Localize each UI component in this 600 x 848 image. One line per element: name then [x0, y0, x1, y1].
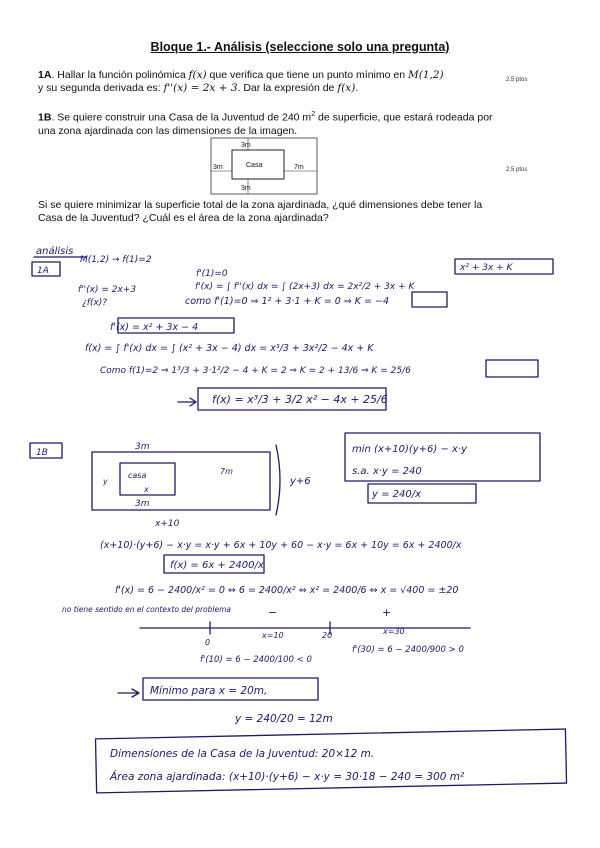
question-1b-text2: de superficie, que estará rodeada por una zona ajardinada con las dimensiones de la imagen.: [38, 111, 493, 137]
figure-bottom-label: 3m: [241, 185, 251, 192]
hw-a-line2c: x² + 3x + K: [460, 263, 513, 273]
hw-b-answer-box: [96, 729, 567, 793]
question-1b-text1: . Se quiere construir una Casa de la Juventud de 240 m: [51, 111, 312, 124]
question-1a-f: f(x): [188, 69, 207, 81]
hw-b-sa: s.a. x·y = 240: [352, 466, 422, 477]
hw-b-sign-neg: −: [268, 606, 278, 619]
hw-a-line2: f''(x) = 2x+3: [78, 285, 137, 295]
hw-b-n20: 20: [322, 631, 333, 640]
hw-a-line4: como f'(1)=0 ⇒ 1² + 3·1 + K = 0 ⇒ K = −4: [185, 296, 390, 307]
question-1a-text4: . Dar la expresión de: [237, 82, 338, 94]
hw-a-line1b: f'(1)=0: [196, 269, 228, 279]
hw-b-line3: f'(x) = 6 − 2400/x² = 0 ⇔ 6 = 2400/x² ⇔ x² = 2400/6 ⇔ x = √400 = ±20: [115, 585, 459, 596]
hw-b-line4b: f'(30) = 6 − 2400/900 > 0: [352, 645, 464, 655]
hw-b-line6: Dimensiones de la Casa de la Juventud: 20×12 m.: [110, 748, 375, 760]
hw-b-ysub: y = 240/x: [372, 489, 422, 500]
hw-b-7m: 7m: [220, 467, 233, 476]
figure-house-label: Casa: [246, 162, 263, 169]
hw-b-line1: (x+10)·(y+6) − x·y = x·y + 6x + 10y + 60 − x·y = 6x + 10y = 6x + 2400/x: [100, 540, 462, 551]
question-1b-sup: 2: [311, 111, 316, 118]
hw-b-line4a: f'(10) = 6 − 2400/100 < 0: [200, 655, 312, 665]
question-1a-text1: . Hallar la función polinómica: [51, 69, 189, 81]
hw-b-arrow: [118, 689, 139, 697]
question-1a-f2: f(x): [337, 82, 356, 94]
hw-b-n10: x=10: [262, 631, 284, 640]
figure-top-label: 3m: [241, 142, 251, 149]
hw-1b-label: 1B: [36, 448, 48, 458]
hw-b-line7: Área zona ajardinada: (x+10)·(y+6) − x·y = 30·18 − 240 = 300 m²: [110, 771, 465, 783]
hw-1a-label: 1A: [37, 266, 49, 276]
question-1a-text3: y su segunda derivada es:: [38, 82, 164, 94]
hw-b-x10: x+10: [155, 519, 180, 529]
hw-b-n0: 0: [205, 638, 211, 647]
hw-b-line5a: Mínimo para x = 20m,: [150, 685, 268, 697]
figure-left-label: 3m: [213, 164, 223, 171]
question-1a-label: 1A: [38, 69, 52, 81]
hw-b-y: y: [103, 477, 108, 486]
question-1a-deriv: f''(x) = 2x + 3: [163, 82, 238, 94]
hw-a-line7: Como f(1)=2 ⇒ 1³/3 + 3·1²/2 − 4 + K = 2 ⇒ K = 2 + 13/6 ⇒ K = 25/6: [100, 366, 411, 376]
hw-b-brace-right: [276, 445, 280, 515]
hw-b-casa: casa: [128, 471, 147, 480]
hw-a-line1: M(1,2) → f(1)=2: [80, 255, 152, 265]
question-1a-text2: que verifica que tiene un punto mínimo en: [206, 69, 408, 81]
hw-a-line5: f'(x) = x² + 3x − 4: [110, 322, 199, 333]
hw-b-n30: x=30: [383, 627, 405, 636]
hw-b-note: no tiene sentido en el contexto del problema: [62, 605, 231, 614]
figure-right-label: 7m: [294, 164, 304, 171]
page-title: Bloque 1.- Análisis (seleccione solo una pregunta): [150, 40, 450, 54]
hw-b-bottom: 3m: [135, 499, 150, 509]
question-1a-points: 2,5 ptos: [506, 77, 528, 83]
question-1a-text5: .: [355, 82, 359, 94]
hw-b-x: x: [144, 485, 149, 494]
hw-b-y6: y+6: [290, 476, 311, 487]
question-1b-question: Si se quiere minimizar la superficie total de la zona ajardinada, ¿qué dimensiones debe tener la Casa de la Juventud? ¿Cuál es el área de la zona ajardinada?: [38, 199, 483, 224]
hw-a-line2b: f'(x) = ∫ f''(x) dx = ∫ (2x+3) dx = 2x²/2 + 3x + K: [195, 282, 415, 292]
hw-a-box-k: [412, 292, 447, 307]
question-1b-label: 1B: [38, 111, 52, 124]
hw-garden-rect: [92, 452, 270, 510]
hw-b-top: 3m: [135, 442, 150, 452]
hw-b-min: min (x+10)(y+6) − x·y: [352, 444, 468, 455]
hw-a-arrow: [178, 398, 196, 406]
hw-a-line6: f(x) = ∫ f'(x) dx = ∫ (x² + 3x − 4) dx = x³/3 + 3x²/2 − 4x + K: [85, 343, 374, 354]
hw-heading: análisis: [36, 246, 74, 257]
hw-b-line2: f(x) = 6x + 2400/x: [170, 560, 264, 571]
hw-a-line3: ¿f(x)?: [82, 298, 108, 308]
question-1a-point: M(1,2): [408, 69, 444, 81]
hw-b-line5b: y = 240/20 = 12m: [235, 713, 333, 725]
hw-a-box-k2: [486, 360, 538, 377]
hw-a-line8: f(x) = x³/3 + 3/2 x² − 4x + 25/6: [212, 393, 388, 406]
hw-b-sign-pos: +: [382, 606, 392, 619]
question-1b-points: 2,5 ptos: [506, 167, 528, 173]
